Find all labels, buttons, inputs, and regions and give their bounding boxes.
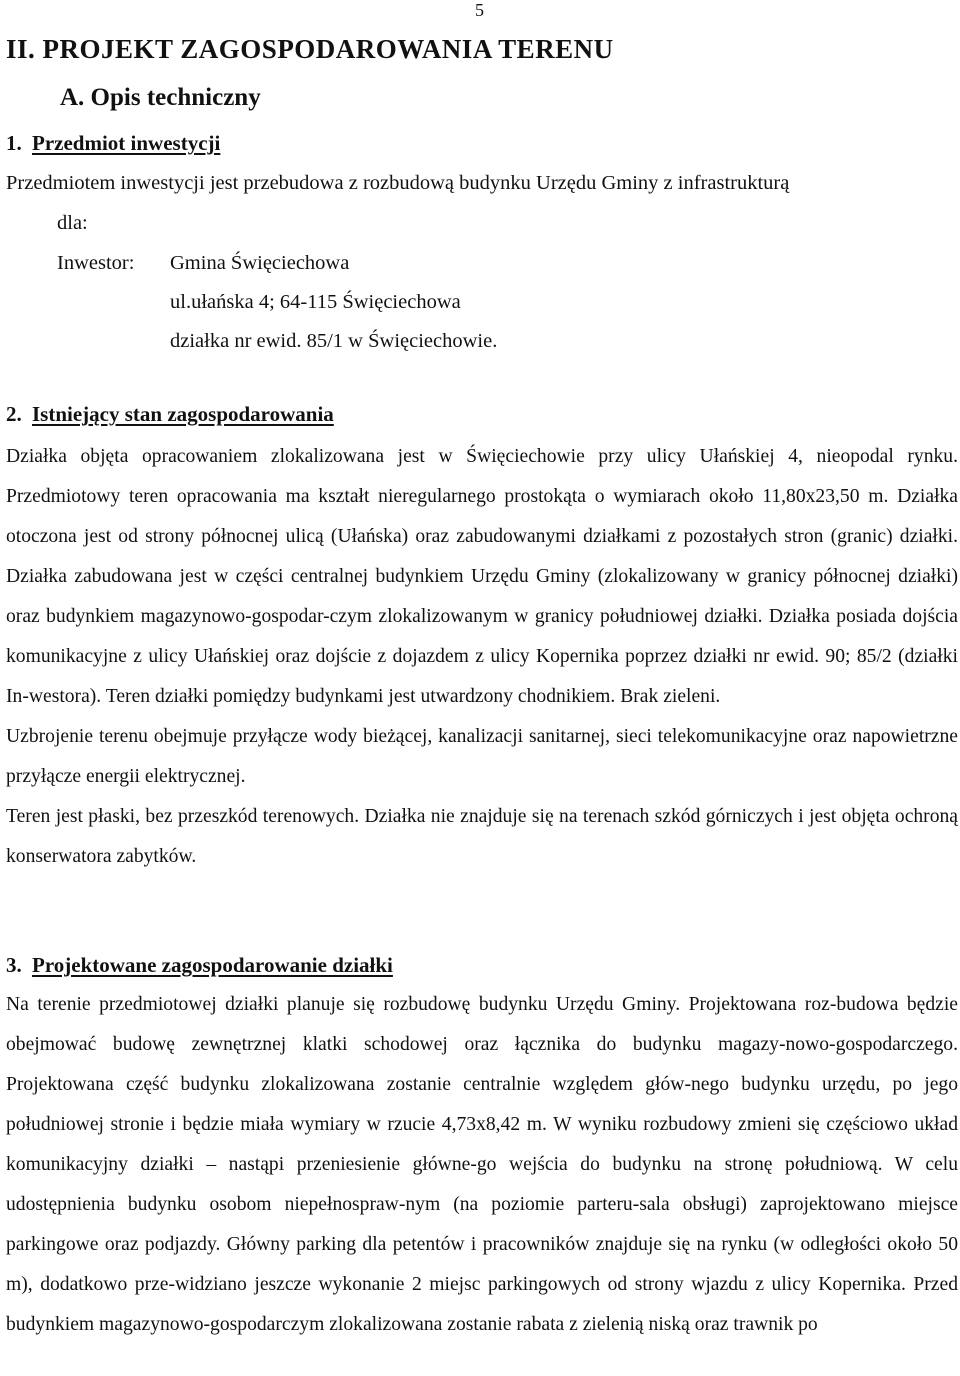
section-3-number: 3. [6,953,22,977]
section-2-paragraph-2: Uzbrojenie terenu obejmuje przyłącze wody bieżącej, kanalizacji sanitarnej, sieci telekomunikacyjne oraz napowietrzne przyłącze energii elektrycznej. [6,726,958,787]
section-2-heading [6,402,334,427]
investor-label: Inwestor: [57,252,135,274]
section-3-body [6,985,958,1345]
section-2-paragraph-3: Teren jest płaski, bez przeszkód terenowych. Działka nie znajduje się na terenach szkód górniczych i jest objęta ochroną konserwatora zabytków. [6,806,958,867]
investor-plot: działka nr ewid. 85/1 w Święciechowie. [170,330,498,352]
section-2-paragraph-1: Działka objęta opracowaniem zlokalizowana jest w Święciechowie przy ulicy Ułańskiej 4, nieopodal rynku. Przedmiotowy teren opracowania ma kształt nieregularnego prostokąta o wymiarach około 11,80x23,50 m. Działka otoczona jest od strony północnej ulicą (Ułańska) oraz zabudowanymi działkami z pozostałych stron (granic) działki. Działka zabudowana jest w części centralnej budynkiem Urzędu Gminy (zlokalizowany w granicy północnej działki) oraz budynkiem magazynowo-gospodar-czym zlokalizowanym w granicy południowej działki. Działka posiada dojścia komunikacyjne z ulicy Ułańskiej oraz dojście z dojazdem z ulicy Kopernika poprzez działki nr ewid. 90; 85/2 (działki In-westora). Teren działki pomiędzy budynkami jest utwardzony chodnikiem. Brak zieleni. [6,446,958,707]
section-1-title: Przedmiot inwestycji [32,131,221,155]
section-3-heading [6,953,393,978]
section-3-paragraph-1: Na terenie przedmiotowej działki planuje się rozbudowę budynku Urzędu Gminy. Projektowana roz-budowa będzie obejmować budowę zewnętrznej klatki schodowej oraz łącznika do budynku magazy-nowo-gospodarczego. Projektowana część budynku zlokalizowana zostanie centralnie względem głów-nego budynku urzędu, po jego południowej stronie i będzie miała wymiary w rzucie 4,73x8,42 m. W wyniku rozbudowy zmieni się częściowo układ komunikacyjny działki – nastąpi przeniesienie główne-go wejścia do budynku na stronę południową. W celu udostępnienia budynku osobom niepełnospraw-nym (na poziomie parteru-sala obsługi) zaprojektowano miejsce parkingowe oraz podjazdy. Główny parking dla petentów i pracowników znajduje się na rynku (w odległości około 50 m), dodatkowo prze-widziano jeszcze wykonanie 2 miejsc parkingowych od strony wjazdu z ulicy Kopernika. Przed budynkiem magazynowo-gospodarczym zlokalizowana zostanie rabata z zielenią niską oraz trawnik po [6,994,958,1335]
section-2-title: Istniejący stan zagospodarowania [32,402,334,426]
section-3-title: Projektowane zagospodarowanie działki [32,953,393,977]
investor-name: Gmina Święciechowa [170,252,350,274]
section-1-line-2: dla: [57,212,88,234]
section-1-line-1: Przedmiotem inwestycji jest przebudowa z rozbudową budynku Urzędu Gminy z infrastrukturą [6,172,790,194]
section-1-heading [6,131,220,156]
section-2-body [6,437,958,877]
page-number: 5 [475,0,484,20]
section-2-number: 2. [6,402,22,426]
investor-address: ul.ułańska 4; 64-115 Święciechowa [170,291,461,313]
subsection-title: A. Opis techniczny [60,84,261,111]
section-1-number: 1. [6,131,22,155]
section-title: II. PROJEKT ZAGOSPODAROWANIA TERENU [6,34,614,64]
